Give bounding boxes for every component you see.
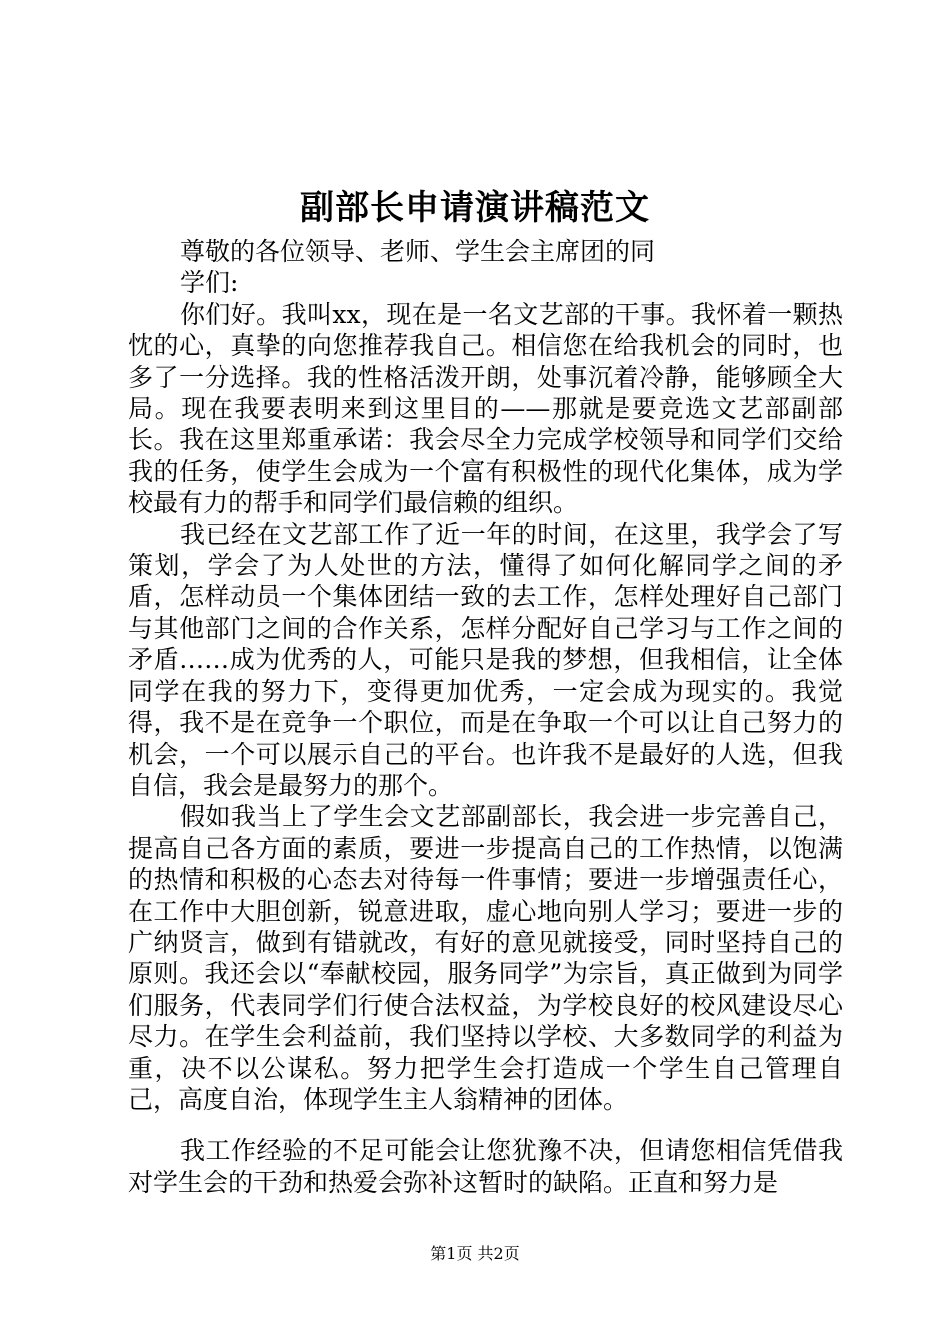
paragraph-2: 我已经在文艺部工作了近一年的时间，在这里，我学会了写策划，学会了为人处世的方法，懂得了如何化解同学之间的矛盾，怎样动员一个集体团结一致的去工作，怎样处理好自己部门与其他部门之间的合作关系，怎样分配好自己学习与工作之间的矛盾……成为优秀的人，可能只是我的梦想，但我相信，让全体同学在我的努力下，变得更加优秀，一定会成为现实的。我觉得，我不是在竞争一个职位，而是在争取一个可以让自己努力的机会，一个可以展示自己的平台。也许我不是最好的人选，但我自信，我会是最努力的那个。 <box>128 519 843 800</box>
greeting-line: 尊敬的各位领导、老师、学生会主席团的同学们: <box>180 237 656 298</box>
document-body <box>128 236 843 1198</box>
paragraph-3: 假如我当上了学生会文艺部副部长，我会进一步完善自己，提高自己各方面的素质，要进一步提高自己的工作热情，以饱满的热情和积极的心态去对待每一件事情；要进一步增强责任心，在工作中大胆创新，锐意进取，虚心地向别人学习；要进一步的广纳贤言，做到有错就改，有好的意见就接受，同时坚持自己的原则。我还会以“奉献校园，服务同学”为宗旨，真正做到为同学们服务，代表同学们行使合法权益，为学校良好的校风建设尽心尽力。在学生会利益前，我们坚持以学校、大多数同学的利益为重，决不以公谋私。努力把学生会打造成一个学生自己管理自己，高度自治，体现学生主人翁精神的团体。 <box>128 802 843 1114</box>
paragraph-4: 我工作经验的不足可能会让您犹豫不决，但请您相信凭借我对学生会的干劲和热爱会弥补这暂时的缺陷。正直和努力是 <box>128 1136 843 1197</box>
paragraph-1: 你们好。我叫xx，现在是一名文艺部的干事。我怀着一颗热忱的心，真挚的向您推荐我自己。相信您在给我机会的同时，也多了一分选择。我的性格活泼开朗，处事沉着冷静，能够顾全大局。现在我要表明来到这里目的——那就是要竞选文艺部副部长。我在这里郑重承诺：我会尽全力完成学校领导和同学们交给我的任务，使学生会成为一个富有积极性的现代化集体，成为学校最有力的帮手和同学们最信赖的组织。 <box>128 299 843 518</box>
page-number-footer: 第1页 共2页 <box>430 1244 520 1263</box>
document-title: 副部长申请演讲稿范文 <box>300 188 650 228</box>
